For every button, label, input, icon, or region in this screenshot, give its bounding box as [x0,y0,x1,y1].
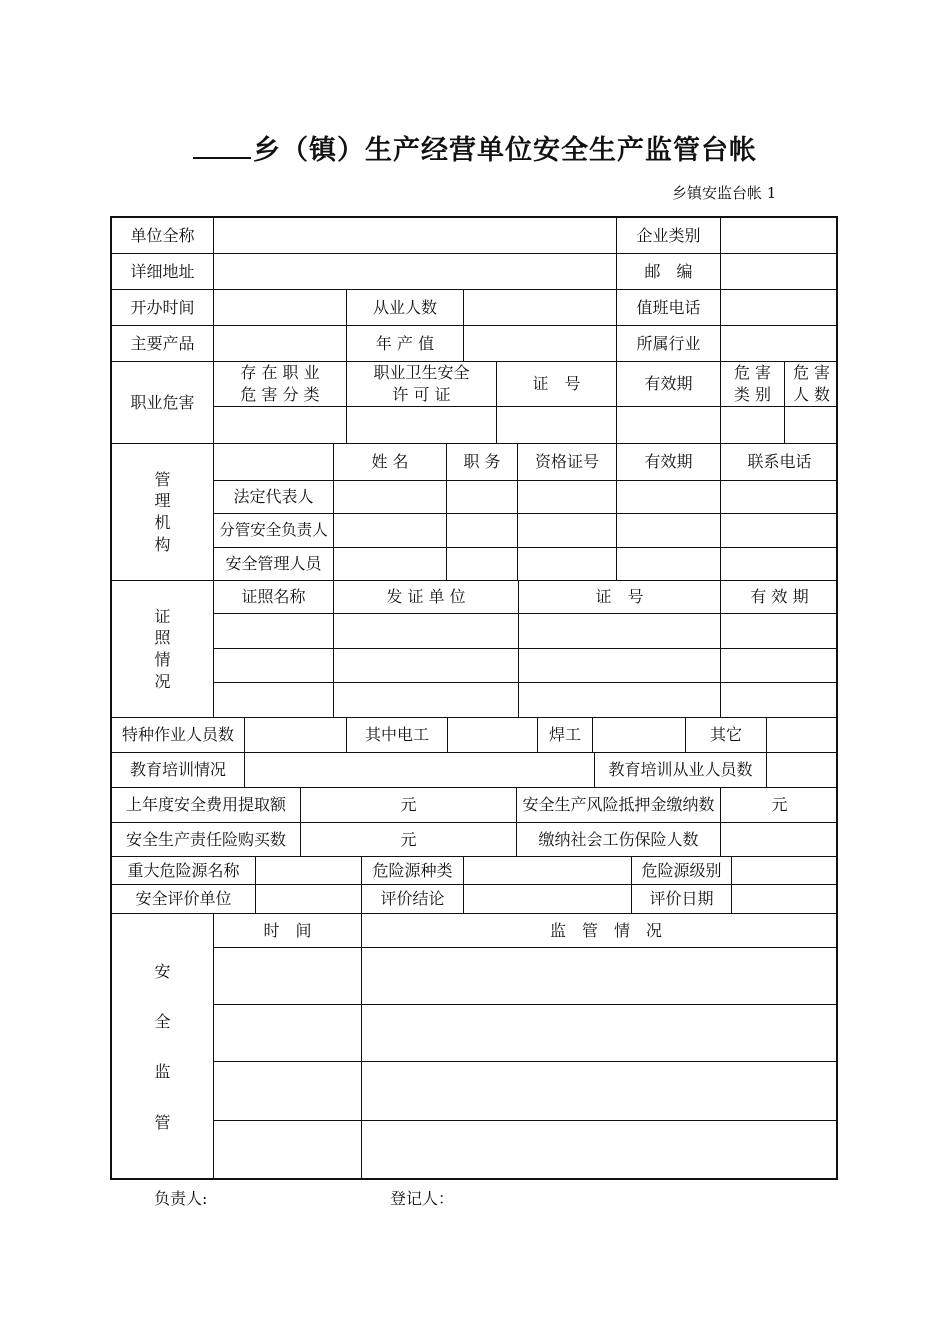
label-other-workers: 其它 [686,718,767,753]
page-title [0,128,950,167]
field-safety-head-phone[interactable] [721,514,838,548]
field-open-time[interactable] [214,290,347,326]
field-safety-head-validity[interactable] [617,514,721,548]
field-hygiene-license[interactable] [347,407,497,444]
supervision-char: 管 [154,1112,171,1132]
header-certificate-number: 证 号 [519,581,721,614]
label-special-workers: 特种作业人员数 [112,718,245,753]
management-char: 理 [154,491,171,511]
field-legal-rep-phone[interactable] [721,481,838,514]
title-text: 乡（镇）生产经营单位安全生产监管台帐 [253,135,757,166]
header-hazard-count: 危 害 人 数 [785,362,838,407]
certificates-char: 情 [154,650,171,669]
label-enterprise-type: 企业类别 [617,218,721,254]
field-supervision-status-4[interactable] [362,1121,838,1180]
field-safety-head-name[interactable] [334,514,447,548]
field-cert2-issuer[interactable] [334,649,519,683]
field-evaluation-unit[interactable] [256,885,362,914]
field-cert2-number[interactable] [519,649,721,683]
field-evaluation-date[interactable] [732,885,838,914]
field-hazard-level[interactable] [732,857,838,885]
label-last-year-fee: 上年度安全费用提取额 [112,788,301,823]
field-supervision-status-1[interactable] [362,948,838,1005]
row-safety-staff: 安全管理人员 [214,548,334,581]
header-supervision-status: 监 管 情 况 [362,914,838,948]
field-risk-deposit[interactable] [721,788,838,823]
title-blank-line [193,129,251,159]
field-safety-staff-qualification[interactable] [518,548,617,581]
field-supervision-status-2[interactable] [362,1005,838,1062]
field-unit-name[interactable] [214,218,617,254]
label-welders: 焊工 [538,718,593,753]
label-duty-phone: 值班电话 [617,290,721,326]
yuan-unit: 元 [771,795,788,815]
field-hazard-kind[interactable] [464,857,632,885]
header-hazard-category: 存 在 职 业 危 害 分 类 [214,362,347,407]
header-name: 姓 名 [334,444,447,481]
field-other-workers[interactable] [767,718,838,753]
label-address: 详细地址 [112,254,214,290]
label-liability-insurance: 安全生产责任险购买数 [112,823,301,857]
field-special-workers[interactable] [245,718,347,753]
field-supervision-time-2[interactable] [214,1005,362,1062]
label-evaluation-date: 评价日期 [632,885,732,914]
field-hazard-category[interactable] [214,407,347,444]
field-safety-staff-validity[interactable] [617,548,721,581]
header-issuing-unit: 发 证 单 位 [334,581,519,614]
supervision-char: 全 [154,1012,171,1032]
field-safety-staff-phone[interactable] [721,548,838,581]
field-legal-rep-position[interactable] [447,481,518,514]
field-license-number[interactable] [497,407,617,444]
field-cert2-name[interactable] [214,649,334,683]
field-safety-staff-position[interactable] [447,548,518,581]
management-char: 管 [154,469,171,489]
certificates-char: 照 [154,628,171,648]
header-contact-phone: 联系电话 [721,444,838,481]
supervision-char: 监 [154,1062,171,1082]
header-time: 时 间 [214,914,362,948]
label-unit-name: 单位全称 [112,218,214,254]
label-postcode: 邮 编 [617,254,721,290]
label-safety-supervision [112,914,214,1180]
label-trained-staff: 教育培训从业人员数 [595,753,767,788]
field-hazard-count[interactable] [785,407,838,444]
label-management [112,444,214,581]
header-hygiene-license: 职业卫生安全 许 可 证 [347,362,497,407]
field-industry[interactable] [721,326,838,362]
header-certificate-validity: 有 效 期 [721,581,838,614]
field-duty-phone[interactable] [721,290,838,326]
management-corner [214,444,334,481]
label-training: 教育培训情况 [112,753,245,788]
footer-recorder: 登记人： [390,1189,455,1208]
field-safety-staff-name[interactable] [334,548,447,581]
field-postcode[interactable] [721,254,838,290]
field-major-hazard-name[interactable] [256,857,362,885]
field-address[interactable] [214,254,617,290]
label-hazard-level: 危险源级别 [632,857,732,885]
field-supervision-status-3[interactable] [362,1062,838,1121]
header-certificate-name: 证照名称 [214,581,334,614]
label-employees: 从业人数 [347,290,464,326]
label-electricians: 其中电工 [347,718,448,753]
field-products[interactable] [214,326,347,362]
label-risk-deposit: 安全生产风险抵押金缴纳数 [517,788,721,823]
field-legal-rep-qualification[interactable] [518,481,617,514]
yuan-unit: 元 [400,795,417,815]
field-legal-rep-name[interactable] [334,481,447,514]
header-hazard-type: 危 害 类 别 [721,362,785,407]
header-position: 职 务 [447,444,518,481]
field-safety-head-qualification[interactable] [518,514,617,548]
label-evaluation-conclusion: 评价结论 [362,885,464,914]
field-electricians[interactable] [448,718,538,753]
field-injury-insured[interactable] [721,823,838,857]
form-number: 乡镇安监台帐 1 [672,184,777,202]
label-major-hazard-name: 重大危险源名称 [112,857,256,885]
footer-responsible: 负责人: [154,1189,208,1208]
label-hazard-kind: 危险源种类 [362,857,464,885]
field-cert2-validity[interactable] [721,649,838,683]
field-cert3-number[interactable] [519,683,721,718]
field-liability-insurance[interactable] [301,823,517,857]
field-hazard-type[interactable] [721,407,785,444]
field-enterprise-type[interactable] [721,218,838,254]
management-char: 构 [154,534,171,554]
header-validity: 有效期 [617,444,721,481]
header-license-number: 证 号 [497,362,617,407]
field-cert3-name[interactable] [214,683,334,718]
certificates-char: 况 [154,671,171,691]
field-annual-output[interactable] [464,326,617,362]
field-cert1-issuer[interactable] [334,614,519,649]
field-cert3-validity[interactable] [721,683,838,718]
label-evaluation-unit: 安全评价单位 [112,885,256,914]
field-safety-head-position[interactable] [447,514,518,548]
ledger-table [110,216,838,1180]
field-cert1-name[interactable] [214,614,334,649]
field-employees[interactable] [464,290,617,326]
field-supervision-time-1[interactable] [214,948,362,1005]
management-char: 机 [154,513,171,532]
header-qualification-no: 资格证号 [518,444,617,481]
field-trained-staff[interactable] [767,753,838,788]
field-cert3-issuer[interactable] [334,683,519,718]
field-license-validity[interactable] [617,407,721,444]
certificates-char: 证 [154,606,171,626]
field-evaluation-conclusion[interactable] [464,885,632,914]
label-occupational-hazard: 职业危害 [112,362,214,444]
label-annual-output: 年 产 值 [347,326,464,362]
label-certificates [112,581,214,718]
label-industry: 所属行业 [617,326,721,362]
field-welders[interactable] [593,718,686,753]
yuan-unit: 元 [400,829,417,849]
field-cert1-number[interactable] [519,614,721,649]
field-legal-rep-validity[interactable] [617,481,721,514]
label-injury-insured: 缴纳社会工伤保险人数 [517,823,721,857]
header-license-validity: 有效期 [617,362,721,407]
label-open-time: 开办时间 [112,290,214,326]
field-supervision-time-4[interactable] [214,1121,362,1180]
field-training[interactable] [245,753,595,788]
label-products: 主要产品 [112,326,214,362]
field-last-year-fee[interactable] [301,788,517,823]
supervision-char: 安 [154,961,171,981]
row-safety-manager-in-charge: 分管安全负责人 [214,514,334,548]
field-cert1-validity[interactable] [721,614,838,649]
field-supervision-time-3[interactable] [214,1062,362,1121]
row-legal-representative: 法定代表人 [214,481,334,514]
